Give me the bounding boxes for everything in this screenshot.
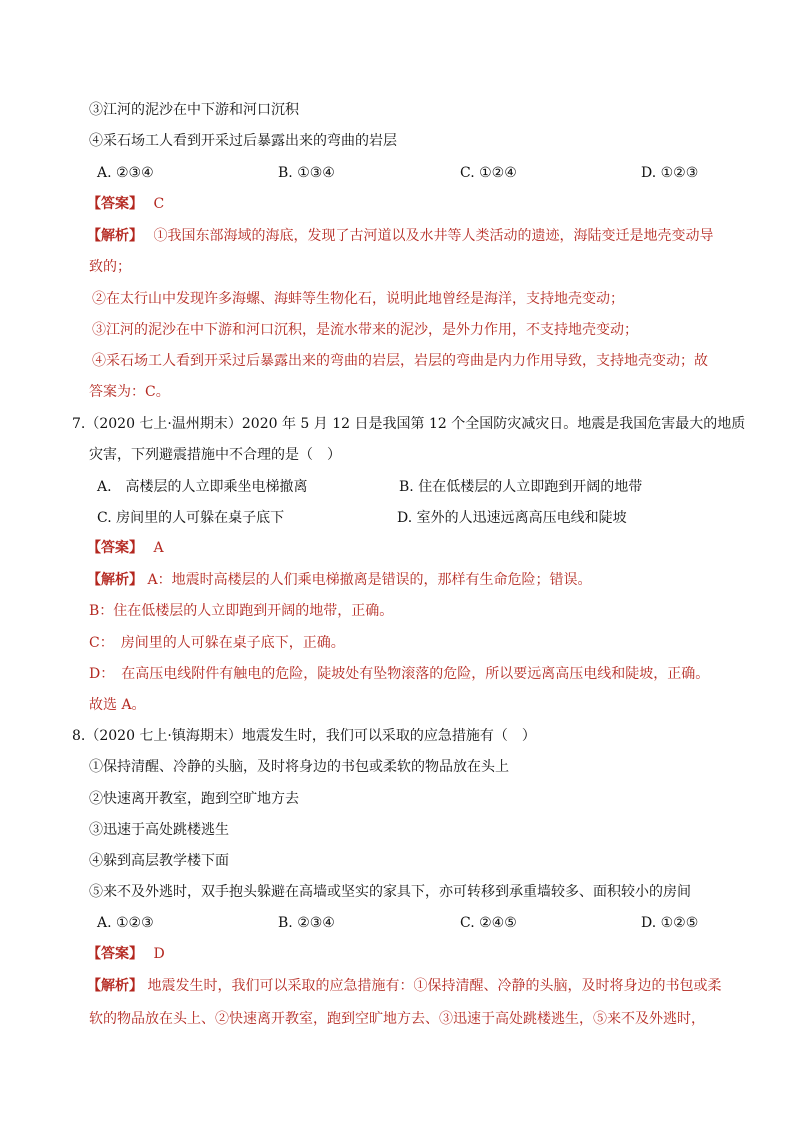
q8-item-4: ④躲到高层教学楼下面 <box>89 853 229 869</box>
q8-item-2: ②快速离开教室，跑到空旷地方去 <box>89 791 299 807</box>
analysis-text: ①我国东部海域的海底，发现了古河道以及水井等人类活动的遗迹，海陆变迁是地壳变动导 <box>153 228 714 244</box>
answer-tag: 【答案】 <box>87 540 143 556</box>
q7-analysis-line-5: 故选 A。 <box>89 697 146 713</box>
q6-analysis-line-6: 答案为：C。 <box>89 384 170 400</box>
q7-option-d: D. 室外的人迅速远离高压电线和陡坡 <box>397 510 627 526</box>
q6-option-c: C. ①②④ <box>460 165 517 181</box>
answer-tag: 【答案】 <box>87 946 143 962</box>
q6-analysis-line-5: ④采石场工人看到开采过后暴露出来的弯曲的岩层，岩层的弯曲是内力作用导致，支持地壳变动；故 <box>92 353 708 369</box>
q8-item-3: ③迅速于高处跳楼逃生 <box>89 822 229 838</box>
q8-option-d: D. ①②⑤ <box>641 915 699 931</box>
q7-analysis-line-4: D： 在高压电线附件有触电的危险，陡坡处有坠物滚落的危险，所以要远离高压电线和陡坡，正确。 <box>89 666 710 682</box>
q6-option-b: B. ①③④ <box>278 165 335 181</box>
q6-item-4: ④采石场工人看到开采过后暴露出来的弯曲的岩层 <box>89 133 397 149</box>
q7-stem-line-2: 灾害，下列避震措施中不合理的是（ ） <box>89 447 341 463</box>
q8-option-a: A. ①②③ <box>97 915 154 931</box>
q7-stem-line-1: 7.（2020 七上·温州期末）2020 年 5 月 12 日是我国第 12 个全国防灾减灾日。地震是我国危害最大的地质 <box>72 416 746 432</box>
q8-option-c: C. ②④⑤ <box>460 915 517 931</box>
analysis-tag: 【解析】 <box>87 978 143 994</box>
q7-answer <box>87 538 164 558</box>
q6-option-d: D. ①②③ <box>641 165 699 181</box>
answer-value: D <box>153 946 165 962</box>
q6-analysis-line-3: ②在太行山中发现许多海螺、海蚌等生物化石，说明此地曾经是海洋，支持地壳变动； <box>92 291 624 307</box>
q8-stem: 8.（2020 七上·镇海期末）地震发生时，我们可以采取的应急措施有（ ） <box>72 728 536 744</box>
answer-value: C <box>153 196 165 212</box>
answer-tag: 【答案】 <box>87 196 143 212</box>
q7-analysis-line-1 <box>87 570 592 590</box>
q6-option-a: A. ②③④ <box>97 165 154 181</box>
q6-answer <box>87 194 164 214</box>
q8-answer <box>87 944 165 964</box>
q8-analysis-line-2: 软的物品放在头上、②快速离开教室，跑到空旷地方去、③迅速于高处跳楼逃生，⑤来不及外逃时， <box>89 1011 705 1027</box>
analysis-text: 地震发生时，我们可以采取的应急措施有：①保持清醒、冷静的头脑，及时将身边的书包或柔 <box>147 978 722 994</box>
analysis-text: A：地震时高楼层的人们乘电梯撤离是错误的，那样有生命危险；错误。 <box>147 572 592 588</box>
analysis-tag: 【解析】 <box>87 228 143 244</box>
q7-analysis-line-2: B：住在低楼层的人立即跑到开阔的地带，正确。 <box>89 603 394 619</box>
q8-item-5: ⑤来不及外逃时，双手抱头躲避在高墙或坚实的家具下，亦可转移到承重墙较多、面积较小的房间 <box>89 884 691 900</box>
q7-option-b: B. 住在低楼层的人立即跑到开阔的地带 <box>399 479 643 495</box>
answer-value: A <box>153 540 164 556</box>
q6-analysis-line-4: ③江河的泥沙在中下游和河口沉积，是流水带来的泥沙，是外力作用，不支持地壳变动； <box>92 322 638 338</box>
q6-analysis-line-2: 致的； <box>89 259 131 275</box>
q7-analysis-line-3: C： 房间里的人可躲在桌子底下，正确。 <box>89 635 345 651</box>
q8-item-1: ①保持清醒、冷静的头脑，及时将身边的书包或柔软的物品放在头上 <box>89 759 509 775</box>
q6-item-3: ③江河的泥沙在中下游和河口沉积 <box>89 102 299 118</box>
q7-option-a: A. 高楼层的人立即乘坐电梯撤离 <box>97 479 308 495</box>
q8-option-b: B. ②③④ <box>278 915 335 931</box>
q8-analysis-line-1 <box>87 976 721 996</box>
q6-analysis-line-1 <box>87 226 713 246</box>
q7-option-c: C. 房间里的人可躲在桌子底下 <box>97 510 285 526</box>
analysis-tag: 【解析】 <box>87 572 143 588</box>
